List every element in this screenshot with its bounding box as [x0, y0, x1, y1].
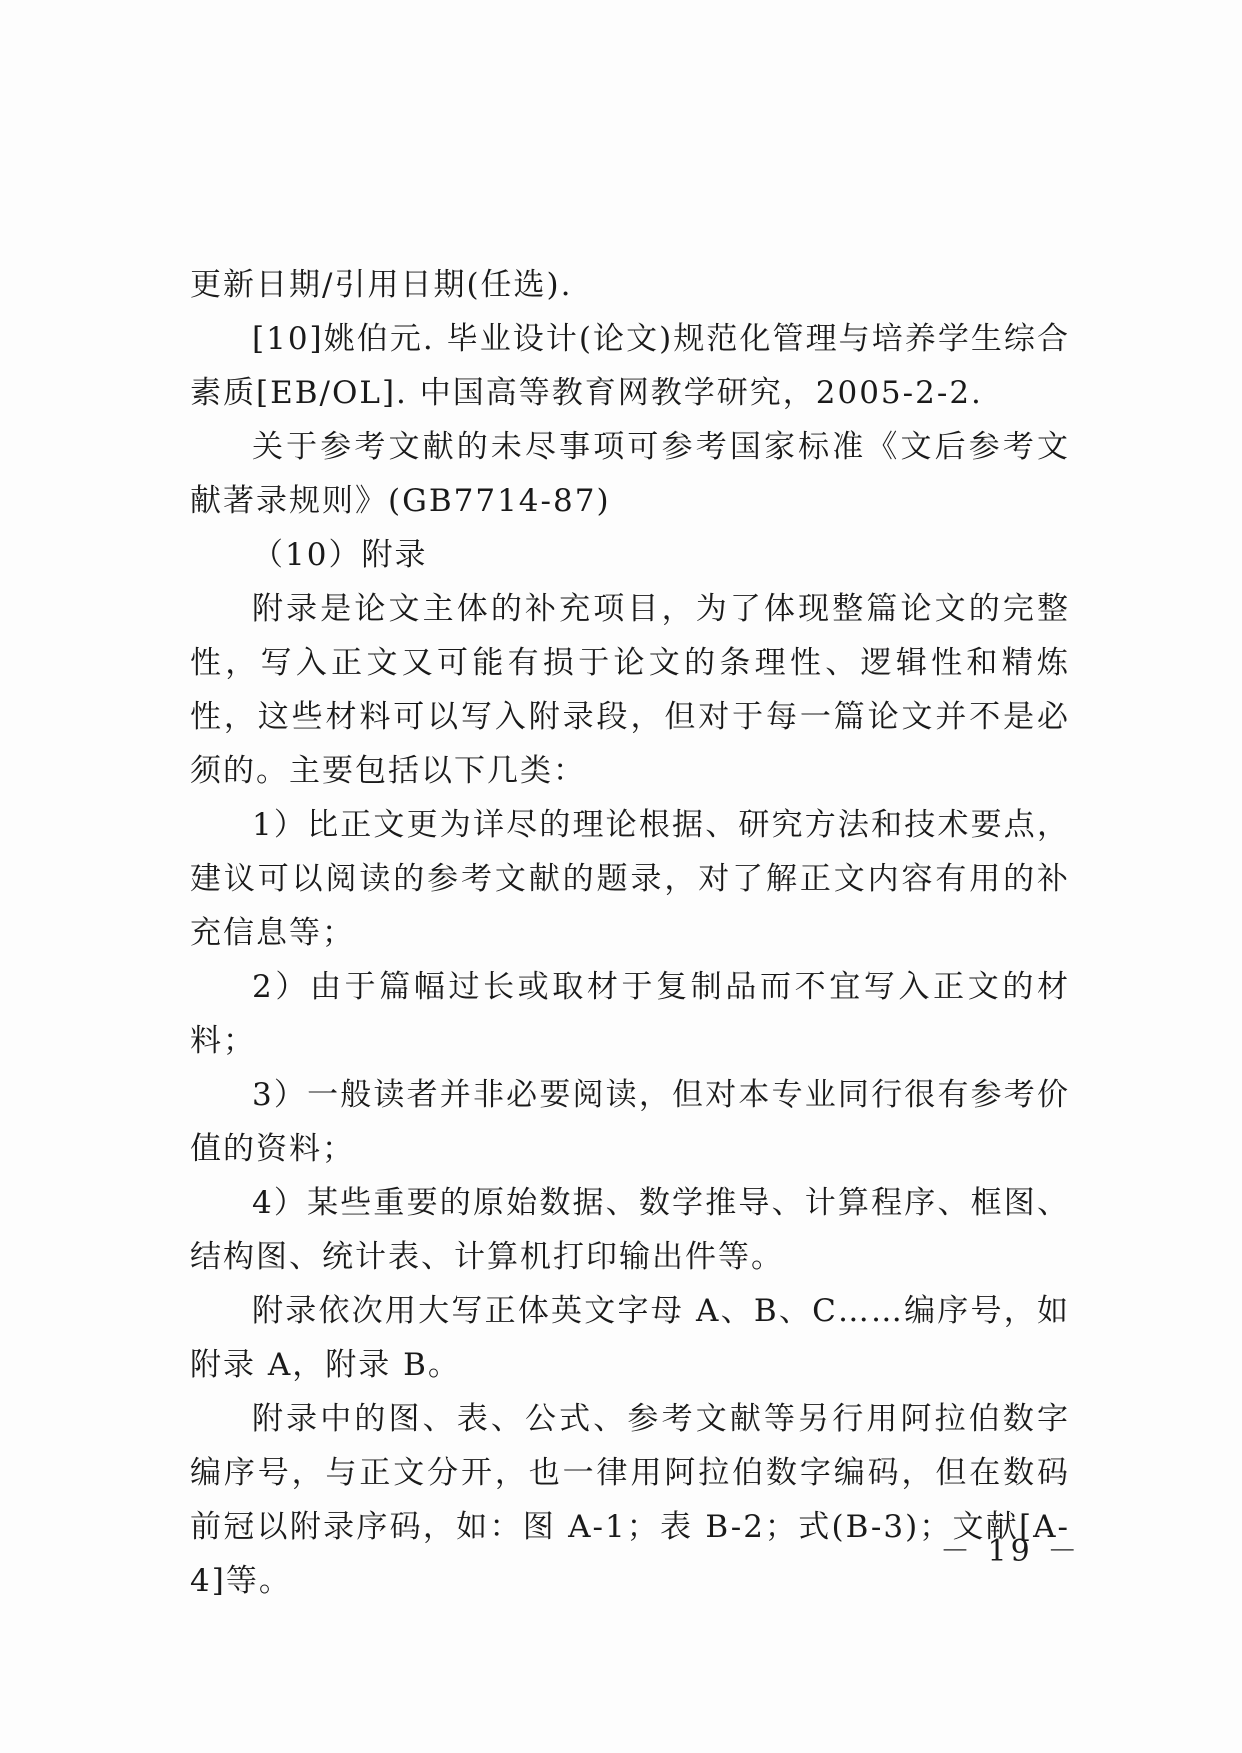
- list-item-3: 3）一般读者并非必要阅读，但对本专业同行很有参考价值的资料；: [190, 1077, 1070, 1167]
- paragraph-1: 更新日期/引用日期(任选).: [190, 267, 573, 303]
- page-number: － 19 －: [940, 1534, 1082, 1569]
- paragraph-reference-note: 关于参考文献的未尽事项可参考国家标准《文后参考文献著录规则》(GB7714-87): [190, 429, 1070, 519]
- reference-10: [10]姚伯元. 毕业设计(论文)规范化管理与培养学生综合素质[EB/OL]. 中国高等教育网教学研究，2005-2-2.: [190, 321, 1070, 411]
- list-item-2: 2）由于篇幅过长或取材于复制品而不宜写入正文的材料；: [190, 969, 1070, 1059]
- list-item-1: 1）比正文更为详尽的理论根据、研究方法和技术要点，建议可以阅读的参考文献的题录，对了解正文内容有用的补充信息等；: [190, 807, 1070, 951]
- paragraph-appendix-intro: 附录是论文主体的补充项目，为了体现整篇论文的完整性，写入正文又可能有损于论文的条理性、逻辑性和精炼性，这些材料可以写入附录段，但对于每一篇论文并不是必须的。主要包括以下几类：: [190, 591, 1070, 789]
- paragraph-appendix-figures: 附录中的图、表、公式、参考文献等另行用阿拉伯数字编序号，与正文分开，也一律用阿拉伯数字编码，但在数码前冠以附录序码，如：图 A-1；表 B-2；式(B-3)；文献[A-4]等。: [190, 1401, 1070, 1599]
- list-item-4: 4）某些重要的原始数据、数学推导、计算程序、框图、结构图、统计表、计算机打印输出件等。: [190, 1185, 1070, 1275]
- paragraph-appendix-numbering: 附录依次用大写正体英文字母 A、B、C……编序号，如附录 A，附录 B。: [190, 1293, 1070, 1383]
- section-heading-appendix: （10）附录: [252, 537, 428, 573]
- body-text: [190, 258, 1070, 1608]
